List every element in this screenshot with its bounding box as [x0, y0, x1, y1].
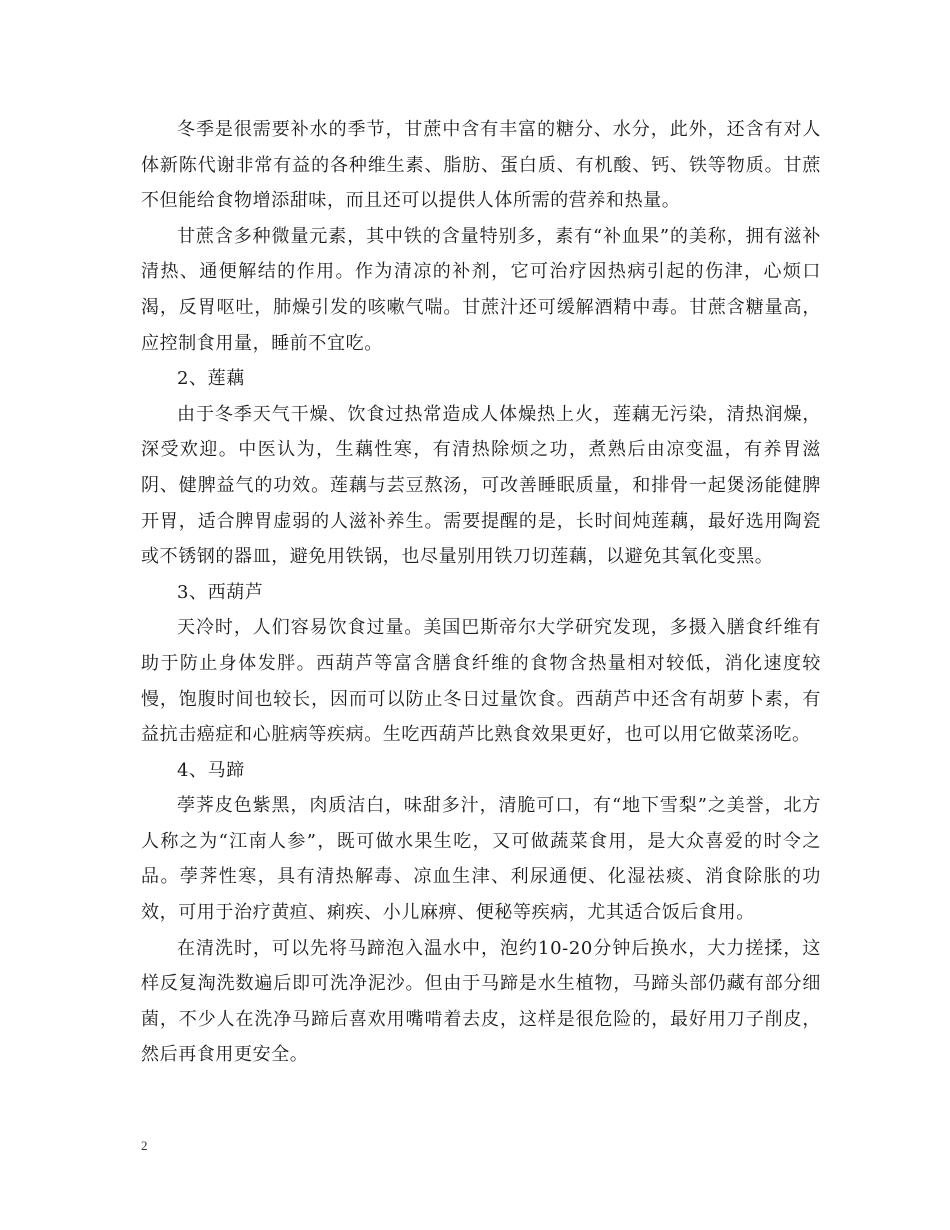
- paragraph-sugarcane-benefits: 甘蔗含多种微量元素，其中铁的含量特别多，素有“补血果”的美称，拥有滋补清热、通便解结的作用。作为清凉的补剂，它可治疗因热病引起的伤津，心烦口渴，反胃呕吐，肺燥引发的咳嗽气喘。甘蔗汁还可缓解酒精中毒。甘蔗含糖量高，应控制食用量，睡前不宜吃。: [141, 225, 821, 354]
- section-heading-zucchini: 3、西葫芦: [177, 581, 264, 603]
- paragraph-sugarcane-intro: 冬季是很需要补水的季节，甘蔗中含有丰富的糖分、水分，此外，还含有对人体新陈代谢非常有益的各种维生素、脂肪、蛋白质、有机酸、钙、铁等物质。甘蔗不但能给食物增添甜味，而且还可以提供人体所需的营养和热量。: [141, 119, 821, 212]
- paragraph-lotus-root: 由于冬季天气干燥、饮食过热常造成人体燥热上火，莲藕无污染，清热润燥，深受欢迎。中医认为，生藕性寒，有清热除烦之功，煮熟后由凉变温，有养胃滋阴、健脾益气的功效。莲藕与芸豆熬汤，可改善睡眠质量，和排骨一起煲汤能健脾开胃，适合脾胃虚弱的人滋补养生。需要提醒的是，长时间炖莲藕，最好选用陶瓷或不锈钢的器皿，避免用铁锅，也尽量别用铁刀切莲藕，以避免其氧化变黑。: [141, 403, 821, 568]
- paragraph-water-chestnut-cleaning: 在清洗时，可以先将马蹄泡入温水中，泡约10-20分钟后换水，大力搓揉，这样反复淘洗数遍后即可洗净泥沙。但由于马蹄是水生植物，马蹄头部仍藏有部分细菌，不少人在洗净马蹄后喜欢用嘴啃着去皮，这样是很危险的，最好用刀子削皮，然后再食用更安全。: [141, 937, 821, 1066]
- section-heading-water-chestnut: 4、马蹄: [177, 759, 245, 781]
- document-body: [141, 112, 821, 1073]
- section-heading-lotus-root: 2、莲藕: [177, 368, 245, 390]
- page-number: 2: [141, 1138, 148, 1153]
- paragraph-zucchini: 天冷时，人们容易饮食过量。美国巴斯帝尔大学研究发现，多摄入膳食纤维有助于防止身体发胖。西葫芦等富含膳食纤维的食物含热量相对较低，消化速度较慢，饱腹时间也较长，因而可以防止冬日过量饮食。西葫芦中还含有胡萝卜素，有益抗击癌症和心脏病等疾病。生吃西葫芦比熟食效果更好，也可以用它做菜汤吃。: [141, 617, 821, 746]
- paragraph-water-chestnut-benefits: 荸荠皮色紫黑，肉质洁白，味甜多汁，清脆可口，有“地下雪梨”之美誉，北方人称之为“江南人参”，既可做水果生吃，又可做蔬菜食用，是大众喜爱的时令之品。荸荠性寒，具有清热解毒、凉血生津、利尿通便、化湿祛痰、消食除胀的功效，可用于治疗黄疸、痢疾、小儿麻痹、便秘等疾病，尤其适合饭后食用。: [141, 795, 821, 924]
